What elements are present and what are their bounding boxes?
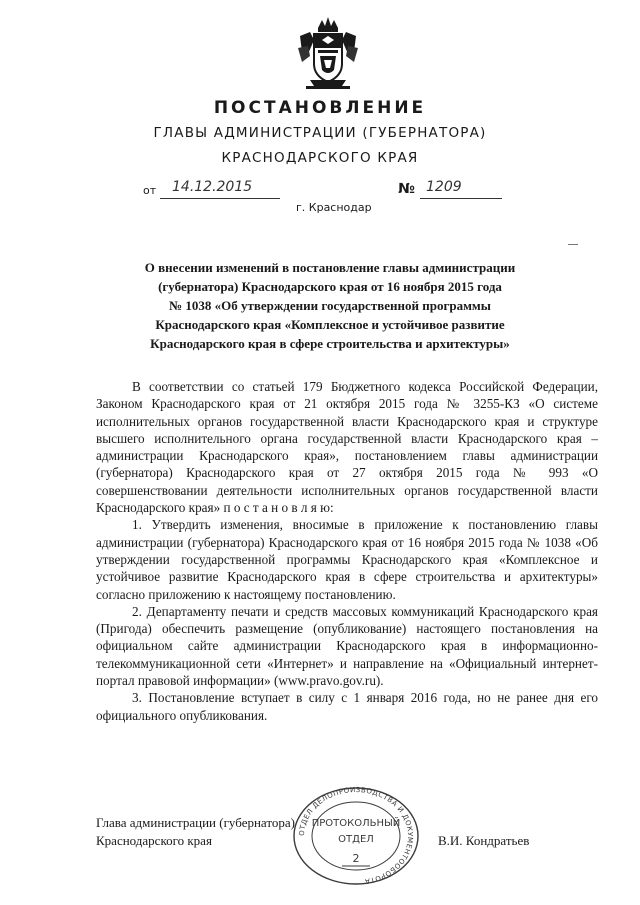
signatory-name: В.И. Кондратьев [438,833,530,848]
date-prefix: от [143,184,157,197]
signatory-position-line-1: Глава администрации (губернатора) [96,815,295,830]
clause-2-paragraph: 2. Департаменту печати и средств массовых коммуникаций Краснодарского края (Пригода) обеспечить размещение (опубликование) настоящего постановления на официальном сайте администрации Краснодарского края в информационно-телекоммуникационной сети «Интернет» и направление на «Официальный интернет-портал правовой информации» (www.pravo.gov.ru). [96,603,598,689]
signatory-position [96,814,295,850]
preamble-paragraph: В соответствии со статьей 179 Бюджетного кодекса Российской Федерации, Законом Краснодарского края от 21 октября 2015 года № 3255-КЗ «О системе исполнительных органов государственной власти Краснодарского края и структуре высшего исполнительного органа государственной власти Краснодарского края – администрации Краснодарского края», постановлением главы администрации (губернатора) Краснодарского края от 27 октября 2015 года № 993 «О совершенствовании деятельности исполнительных органов государственной власти Краснодарского края» п о с т а н о в л я ю: [96,379,598,516]
title-line: Краснодарского края в сфере строительства и архитектуры» [150,336,510,351]
clause-1-paragraph: 1. Утвердить изменения, вносимые в приложение к постановлению главы администрации (губернатора) Краснодарского края от 16 ноября 2015 года № 1038 «Об утверждении государственной программы Краснодарского края «Комплексное и устойчивое развитие Краснодарского края в сфере строительства и архитектуры» согласно приложению к настоящему постановлению. [96,517,598,602]
date-value: 14.12.2015 [172,179,253,195]
number-prefix: № [398,181,415,197]
title-line: № 1038 «Об утверждении государственной программы [169,298,491,313]
document-type-heading: ПОСТАНОВЛЕНИЕ [213,98,427,118]
date-underline [160,198,280,199]
authority-line-2: КРАСНОДАРСКОГО КРАЯ [221,150,419,166]
protocol-department-stamp [290,786,422,886]
stamp-line-2: ОТДЕЛ [338,834,374,845]
stamp-line-1: ПРОТОКОЛЬНЫЙ [311,818,401,829]
stamp-number: 2 [352,852,360,865]
document-title [120,258,540,353]
number-value: 1209 [426,179,462,195]
authority-line-1: ГЛАВЫ АДМИНИСТРАЦИИ (ГУБЕРНАТОРА) [153,125,487,141]
clause-3-paragraph: 3. Постановление вступает в силу с 1 января 2016 года, но не ранее дня его официального опубликования. [96,690,598,723]
number-underline [420,198,502,199]
city-label: г. Краснодар [296,201,372,214]
title-line: (губернатора) Краснодарского края от 16 ноября 2015 года [158,279,502,294]
stamp-ring-text: ОТДЕЛ ДЕЛОПРОИЗВОДСТВА И ДОКУМЕНТООБОРОТА [297,786,415,886]
margin-mark [568,244,578,245]
title-line: О внесении изменений в постановление главы администрации [144,260,516,275]
document-body [96,378,598,724]
title-line: Краснодарского края «Комплексное и устойчивое развитие [155,317,505,332]
signatory-position-line-2: Краснодарского края [96,833,212,848]
coat-of-arms-emblem [296,14,360,90]
